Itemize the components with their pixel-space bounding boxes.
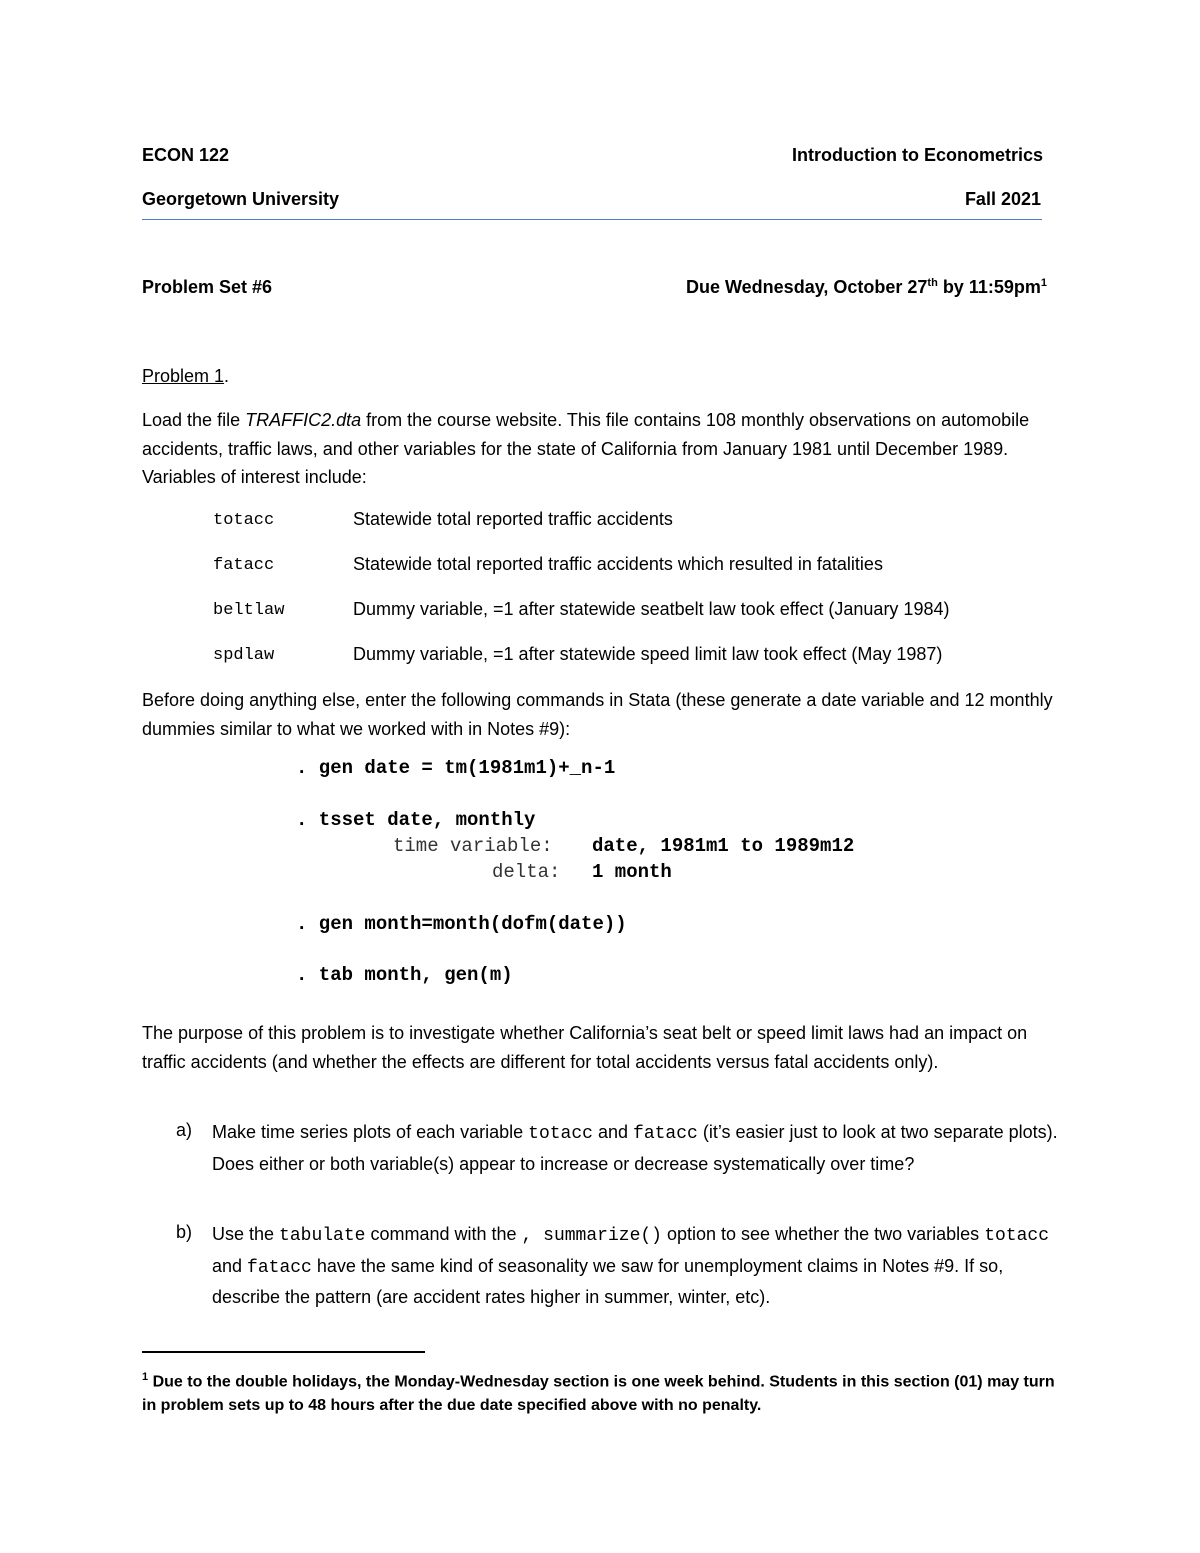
due-date-sup: th — [927, 277, 938, 289]
intro-text-2: from the course website. This file contains 108 monthly observations on automobile accidents, traffic laws, and other variables for the state of California from January 1981 until December 1989. Variables of interest include: — [142, 410, 1030, 487]
problem-heading-text: Problem 1 — [142, 366, 225, 386]
item-b-t2: command with the — [365, 1224, 522, 1244]
footnote-mark: 1 — [142, 1371, 149, 1383]
item-a-label: a) — [176, 1120, 193, 1140]
data-file-name: TRAFFIC2.dta — [245, 410, 362, 430]
var-name-beltlaw: beltlaw — [213, 601, 285, 620]
var-desc-spdlaw: Dummy variable, =1 after statewide speed limit law took effect (May 1987) — [353, 644, 943, 664]
item-b-t1: Use the — [212, 1224, 280, 1244]
var-name-fatacc: fatacc — [213, 556, 275, 575]
output-delta-value: 1 month — [592, 861, 672, 883]
due-date — [686, 277, 1047, 298]
command-tsset: . tsset date, monthly — [296, 809, 536, 831]
item-b-text — [212, 1220, 1062, 1313]
instructions-paragraph: Before doing anything else, enter the following commands in Stata (these generate a date variable and 12 monthly dummies similar to what we worked with in Notes #9): — [142, 690, 1053, 739]
output-time-variable-label: time variable: — [393, 835, 553, 857]
course-title: Introduction to Econometrics — [791, 145, 1043, 165]
problem-heading-period: . — [224, 366, 230, 386]
footnote-text: Due to the double holidays, the Monday-Wednesday section is one week behind. Students in this section (01) may turn in problem sets up to 48 hours after the due date specified above with no penalty. — [142, 1373, 1055, 1415]
item-b-t4: and — [212, 1255, 248, 1276]
item-b-code-totacc: totacc — [984, 1226, 1049, 1246]
output-delta-label: delta: — [492, 861, 561, 883]
item-b-code-fatacc: fatacc — [247, 1257, 312, 1278]
problem-set-title: Problem Set #6 — [142, 277, 273, 297]
var-desc-fatacc: Statewide total reported traffic accidents which resulted in fatalities — [353, 554, 883, 574]
intro-text-1: Load the file — [142, 410, 246, 430]
item-a-code-fatacc: fatacc — [633, 1124, 698, 1144]
var-name-spdlaw: spdlaw — [213, 646, 275, 665]
item-a-code-totacc: totacc — [528, 1124, 593, 1144]
problem-heading — [142, 366, 229, 387]
item-b-code-summarize: , summarize() — [521, 1226, 662, 1246]
command-gen-date: . gen date = tm(1981m1)+_n-1 — [296, 757, 616, 779]
item-a-t3: (it’s easier just to look at two separate plots). Does either or both variable(s) appear to increase or decrease systematically over time? — [212, 1122, 1058, 1174]
purpose-paragraph: The purpose of this problem is to investigate whether California’s seat belt or speed limit laws had an impact on traffic accidents (and whether the effects are different for total accidents versus fatal accidents only). — [142, 1023, 1028, 1072]
university-name: Georgetown University — [142, 189, 340, 209]
item-b-label: b) — [176, 1222, 193, 1242]
due-date-suffix: by 11:59pm — [937, 277, 1041, 297]
var-desc-totacc: Statewide total reported traffic accidents — [353, 509, 673, 529]
item-b-code-tabulate: tabulate — [279, 1226, 366, 1246]
command-gen-month: . gen month=month(dofm(date)) — [296, 913, 627, 935]
footnote-divider — [142, 1351, 425, 1353]
header-divider — [142, 219, 1042, 220]
var-desc-beltlaw: Dummy variable, =1 after statewide seatbelt law took effect (January 1984) — [353, 599, 950, 619]
item-b-t3: option to see whether the two variables — [661, 1224, 985, 1244]
course-code: ECON 122 — [142, 145, 230, 165]
footnote-reference: 1 — [1040, 277, 1047, 289]
due-date-prefix: Due Wednesday, October 27 — [686, 277, 928, 297]
command-tab-month: . tab month, gen(m) — [296, 964, 513, 986]
footnote — [142, 1365, 1062, 1418]
item-a-text — [212, 1118, 1062, 1179]
item-a-t1: Make time series plots of each variable — [212, 1122, 529, 1142]
item-a-t2: and — [592, 1122, 634, 1142]
intro-paragraph — [142, 406, 1062, 492]
var-name-totacc: totacc — [213, 511, 275, 530]
term: Fall 2021 — [964, 189, 1041, 209]
item-b-t5: have the same kind of seasonality we saw for unemployment claims in Notes #9. If so, describe the pattern (are accident rates higher in summer, winter, etc). — [212, 1255, 1004, 1307]
output-time-variable-value: date, 1981m1 to 1989m12 — [592, 835, 855, 857]
